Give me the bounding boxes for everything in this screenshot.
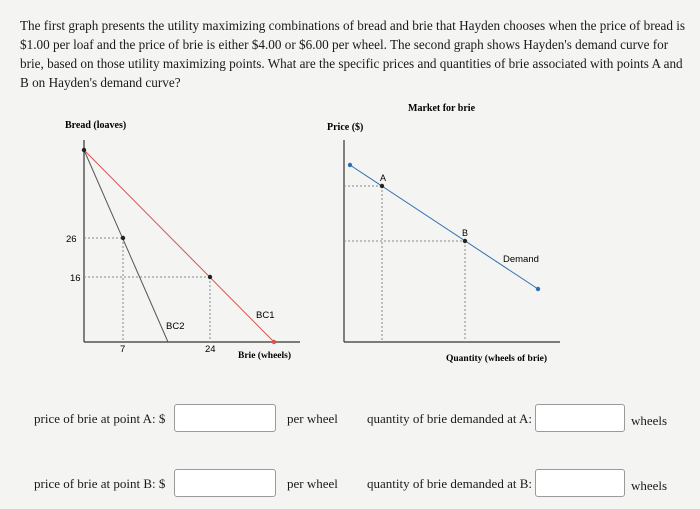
demand-end-point [536, 287, 540, 291]
graph2-y-label: Price ($) [327, 122, 364, 133]
x-tick-7: 7 [120, 344, 126, 355]
y-tick-26: 26 [66, 234, 77, 245]
qty-b-label: quantity of brie demanded at B: [367, 476, 532, 491]
price-a-label: price of brie at point A: $ [34, 411, 166, 426]
graph2-title: Market for brie [408, 103, 476, 114]
wheels-a-label: wheels [631, 413, 668, 428]
x-tick-24: 24 [205, 344, 216, 355]
y-tick-16: 16 [70, 273, 81, 284]
bc1-label: BC1 [256, 310, 275, 321]
qty-a-input[interactable] [535, 404, 625, 432]
price-a-input[interactable] [174, 404, 276, 432]
question-text: The first graph presents the utility maximizing combinations of bread and brie that Hayden chooses when the price of bread is $1.00 per loaf and the price of brie is either $4.00 or $6.00 per wheel. The second graph shows Hayden's demand curve for brie, based on those utility maximizing points. What are the specific prices and quantities of brie associated with points A and B on Hayden's demand curve? [20, 18, 686, 90]
price-b-input[interactable] [174, 469, 276, 497]
demand-label: Demand [503, 254, 539, 265]
point-b-label: B [462, 228, 469, 238]
point-a-label: A [380, 173, 387, 183]
qty-a-label: quantity of brie demanded at A: [367, 411, 532, 426]
per-wheel-b-label: per wheel [287, 476, 338, 491]
per-wheel-a-label: per wheel [287, 411, 338, 426]
graph2-x-label: Quantity (wheels of brie) [446, 354, 548, 364]
bc2-label: BC2 [166, 321, 185, 332]
price-b-label: price of brie at point B: $ [34, 476, 166, 491]
point-a [380, 184, 384, 188]
demand-curve [350, 165, 538, 289]
demand-start-point [348, 163, 352, 167]
graph1-x-label: Brie (wheels) [238, 351, 292, 361]
point-b [463, 239, 467, 243]
qty-b-input[interactable] [535, 469, 625, 497]
wheels-b-label: wheels [631, 478, 668, 493]
graph1-y-label: Bread (loaves) [65, 120, 127, 131]
